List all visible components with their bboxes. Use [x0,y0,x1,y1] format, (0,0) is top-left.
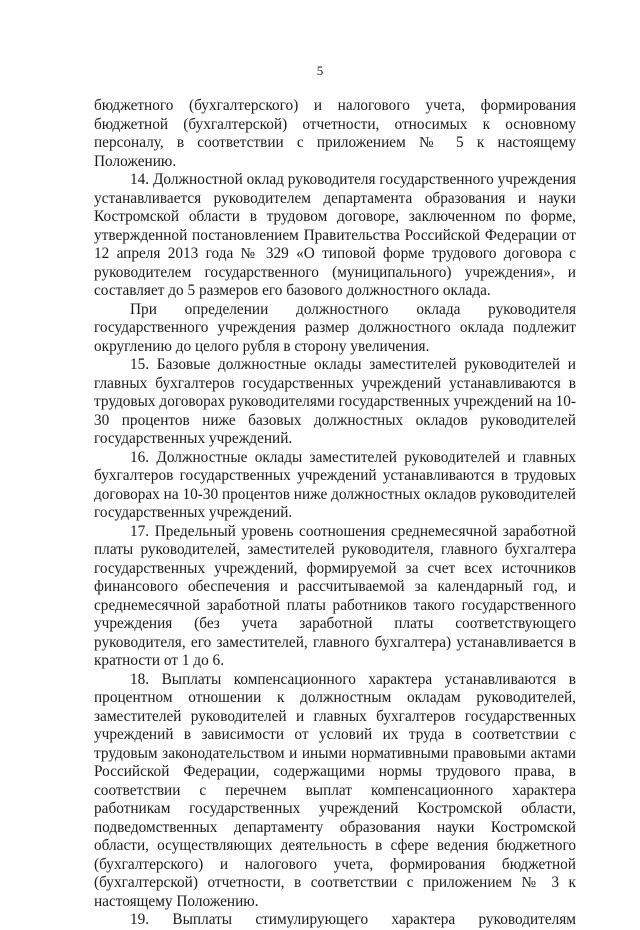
paragraph-14-rounding: При определении должностного оклада руководителя государственного учреждения размер должностного оклада подлежит округлению до целого рубля в сторону увеличения. [94,300,576,355]
page-number: 5 [316,63,324,78]
paragraph-continuation: бюджетного (бухгалтерского) и налогового учета, формирования бюджетной (бухгалтерской) отчетности, относимых к основному персоналу, в соответствии с приложением № 5 к настоящему Положению. [94,97,576,170]
paragraph-17: 17. Предельный уровень соотношения среднемесячной заработной платы руководителей, заместителей руководителя, главного бухгалтера государственных учреждений, формируемой за счет всех источников финансового обеспечения и рассчитываемой за календарный год, и среднемесячной заработной платы работников такого государственного учреждения (без учета заработной платы соответствующего руководителя, его заместителей, главного бухгалтера) устанавливается в кратности от 1 до 6. [94,522,576,669]
paragraph-16: 16. Должностные оклады заместителей руководителей и главных бухгалтеров государственных учреждений устанавливаются в трудовых договорах на 10-30 процентов ниже должностных окладов руководителей государственных учреждений. [94,448,576,521]
paragraph-18: 18. Выплаты компенсационного характера устанавливаются в процентном отношении к должностным окладам руководителей, заместителей руководителей и главных бухгалтеров государственных учреждений в зависимости от условий их труда в соответствии с трудовым законодательством и иными нормативными правовыми актами Российской Федерации, содержащими нормы трудового права, в соответствии с перечнем выплат компенсационного характера работникам государственных учреждений Костромской области, подведомственных департаменту образования науки Костромской области, осуществляющих деятельность в сфере ведения бюджетного (бухгалтерского) и налогового учета, формирования бюджетной (бухгалтерской) отчетности, в соответствии с приложением № 3 к настоящему Положению. [94,670,576,910]
paragraph-14: 14. Должностной оклад руководителя государственного учреждения устанавливается руководителем департамента образования и науки Костромской области в трудовом договоре, заключенном по форме, утвержденной постановлением Правительства Российской Федерации от 12 апреля 2013 года № 329 «О типовой форме трудового договора с руководителем государственного (муниципального) учреждения», и составляет до 5 размеров его базового должностного оклада. [94,171,576,299]
paragraph-15: 15. Базовые должностные оклады заместителей руководителей и главных бухгалтеров государственных учреждений устанавливаются в трудовых договорах руководителями государственных учреждений на 10-30 процентов ниже базовых должностных окладов руководителей государственных учреждений. [94,356,577,447]
document-body [94,97,576,930]
paragraph-19: 19. Выплаты стимулирующего характера руководителям [130,911,576,928]
